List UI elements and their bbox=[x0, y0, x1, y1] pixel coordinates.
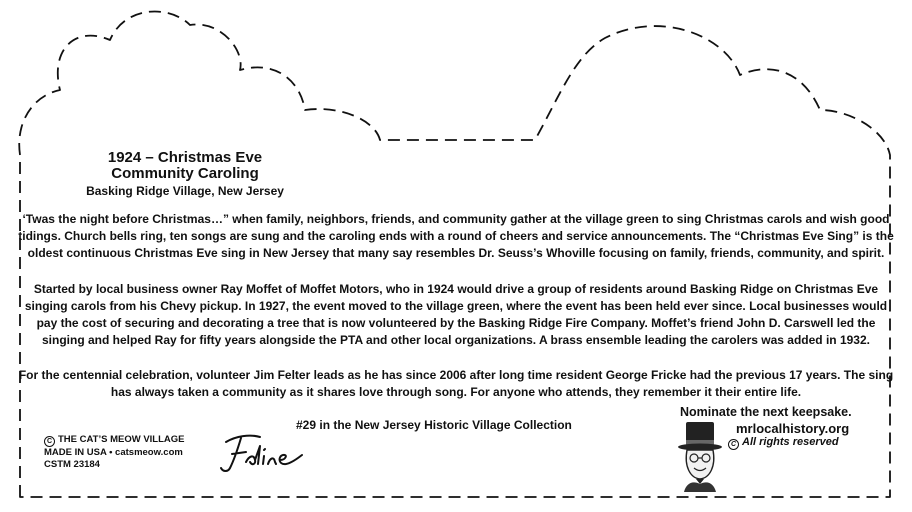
copyright-icon: C bbox=[44, 436, 55, 447]
maker-name: THE CAT’S MEOW VILLAGE bbox=[58, 434, 185, 445]
rights-text: All rights reserved bbox=[742, 436, 839, 448]
top-hat-mascot-icon bbox=[672, 418, 728, 492]
collection-note: #29 in the New Jersey Historic Village Collection bbox=[296, 418, 572, 432]
website-link[interactable]: mrlocalhistory.org bbox=[736, 421, 850, 436]
story-paragraph-1: ‘Twas the night before Christmas…” when family, neighbors, friends, and community gather at the village green to sing Christmas carols and wish good tidings. Church bells ring, ten songs are sung and the caroling ends with a round of cheers and service announcements. The “Christmas Eve Sing” is the oldest continuous Christmas Eve sing in New Jersey that many say resembles Dr. Seuss’s Whoville focusing on family, friends, community, and spirit. bbox=[18, 212, 894, 260]
copyright-icon: C bbox=[728, 439, 739, 450]
story-paragraph-2: Started by local business owner Ray Moffet of Moffet Motors, who in 1924 would drive a group of residents around Basking Ridge on Christmas Eve singing carols from his Chevy pickup. In 1927, the event moved to the village green, where the event has been held ever since. Local businesses would pay the cost of securing and decorating a tree that is now volunteered by the Basking Ridge Fire Company. Moffet’s friend John D. Carswell led the singing and helped Ray for fifty years alongside the PTA and other local organizations. A brass ensemble leading the carolers was added in 1932. bbox=[24, 282, 888, 347]
artist-signature bbox=[216, 428, 306, 476]
title-line-1: 1924 – Christmas Eve bbox=[107, 149, 263, 166]
title-block bbox=[60, 150, 310, 200]
location-subtitle: Basking Ridge Village, New Jersey bbox=[86, 184, 284, 198]
maker-origin: MADE IN USA • catsmeow.com bbox=[44, 447, 183, 458]
nominate-text: Nominate the next keepsake. bbox=[680, 405, 852, 419]
title-line-2: Community Caroling bbox=[111, 165, 259, 182]
maker-info bbox=[44, 434, 185, 471]
maker-sku: CSTM 23184 bbox=[44, 459, 100, 470]
story-paragraph-3: For the centennial celebration, volunteer Jim Felter leads as he has since 2006 after long time resident George Fricke had the previous 17 years. The sing has always taken a community as it shares love through song. For anyone who attends, they remember it their entire life. bbox=[18, 368, 894, 399]
rights-notice bbox=[728, 436, 839, 450]
